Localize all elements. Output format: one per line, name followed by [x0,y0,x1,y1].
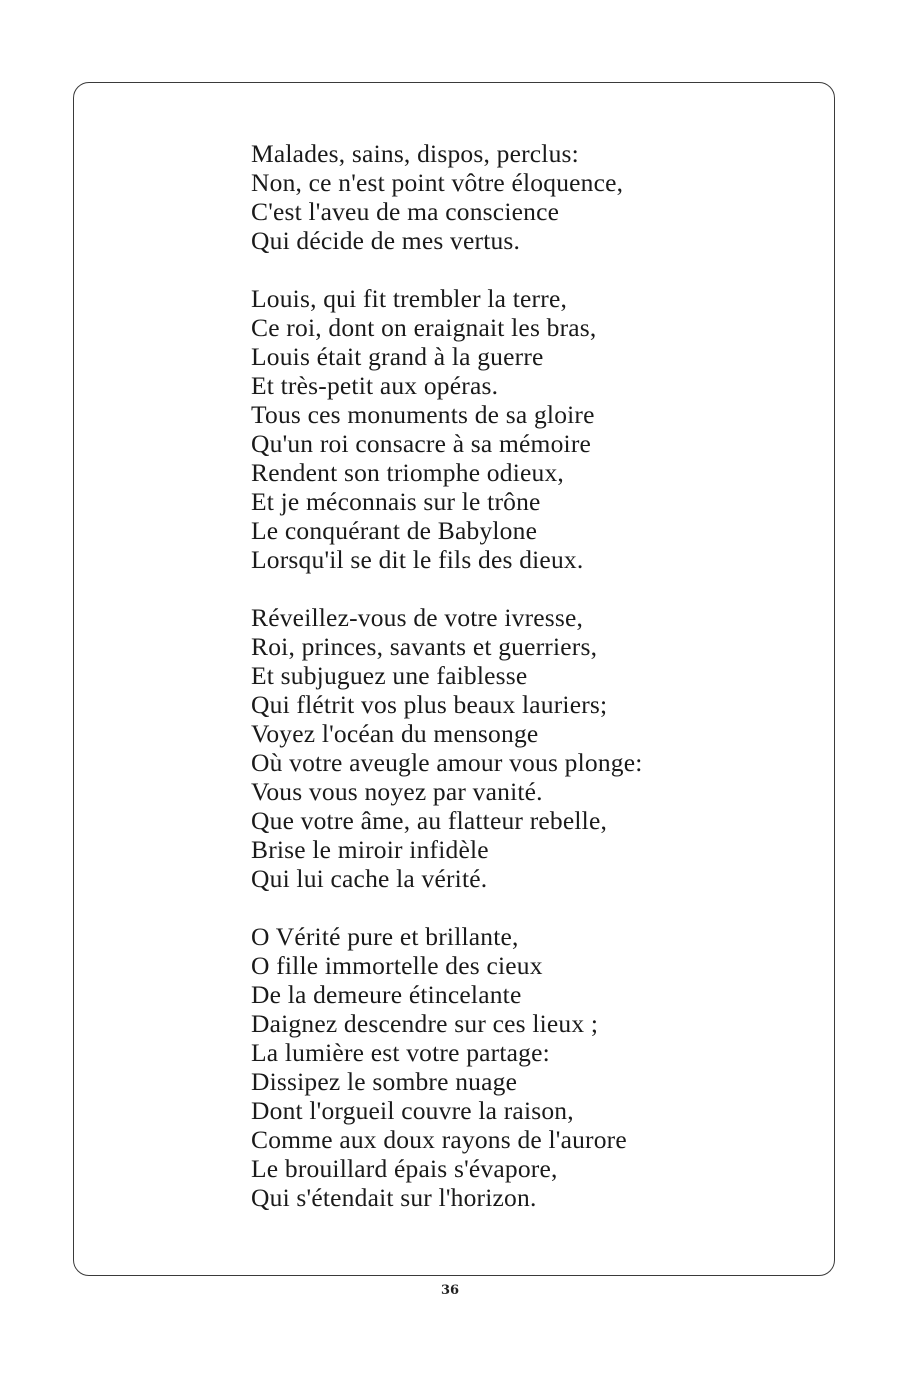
stanza-3 [251,603,811,893]
stanza-1 [251,139,811,255]
verse-line: Où votre aveugle amour vous plonge: [251,748,643,777]
verse-line: Ce roi, dont on eraignait les bras, [251,313,597,342]
verse-line: Malades, sains, dispos, perclus: [251,139,579,168]
verse-line: O Vérité pure et brillante, [251,922,519,951]
verse-line: Réveillez-vous de votre ivresse, [251,603,584,632]
verse-line: Louis, qui fit trembler la terre, [251,284,568,313]
verse-line: Qui lui cache la vérité. [251,864,488,893]
verse-line: Tous ces monuments de sa gloire [251,400,595,429]
verse-line: Vous vous noyez par vanité. [251,777,543,806]
verse-line: O fille immortelle des cieux [251,951,543,980]
verse-line: Brise le miroir infidèle [251,835,489,864]
verse-line: Lorsqu'il se dit le fils des dieux. [251,545,584,574]
verse-line: Non, ce n'est point vôtre éloquence, [251,168,624,197]
verse-line: C'est l'aveu de ma conscience [251,197,560,226]
verse-line: Et subjuguez une faiblesse [251,661,528,690]
verse-line: Louis était grand à la guerre [251,342,544,371]
verse-line: Dont l'orgueil couvre la raison, [251,1096,574,1125]
verse-line: Et je méconnais sur le trône [251,487,541,516]
verse-line: Le conquérant de Babylone [251,516,538,545]
verse-line: Qu'un roi consacre à sa mémoire [251,429,592,458]
verse-line: Comme aux doux rayons de l'aurore [251,1125,627,1154]
verse-line: De la demeure étincelante [251,980,522,1009]
verse-line: Et très-petit aux opéras. [251,371,499,400]
verse-line: Voyez l'océan du mensonge [251,719,539,748]
verse-line: Roi, princes, savants et guerriers, [251,632,598,661]
stanza-2 [251,284,811,574]
page-number: 36 [440,1283,460,1298]
verse-line: Rendent son triomphe odieux, [251,458,564,487]
verse-line: Dissipez le sombre nuage [251,1067,518,1096]
stanza-4 [251,922,811,1212]
verse-line: Que votre âme, au flatteur rebelle, [251,806,608,835]
verse-line: Qui décide de mes vertus. [251,226,521,255]
poem-text [251,139,811,1241]
verse-line: Qui s'étendait sur l'horizon. [251,1183,537,1212]
verse-line: La lumière est votre partage: [251,1038,550,1067]
verse-line: Daignez descendre sur ces lieux ; [251,1009,599,1038]
verse-line: Le brouillard épais s'évapore, [251,1154,558,1183]
verse-line: Qui flétrit vos plus beaux lauriers; [251,690,608,719]
